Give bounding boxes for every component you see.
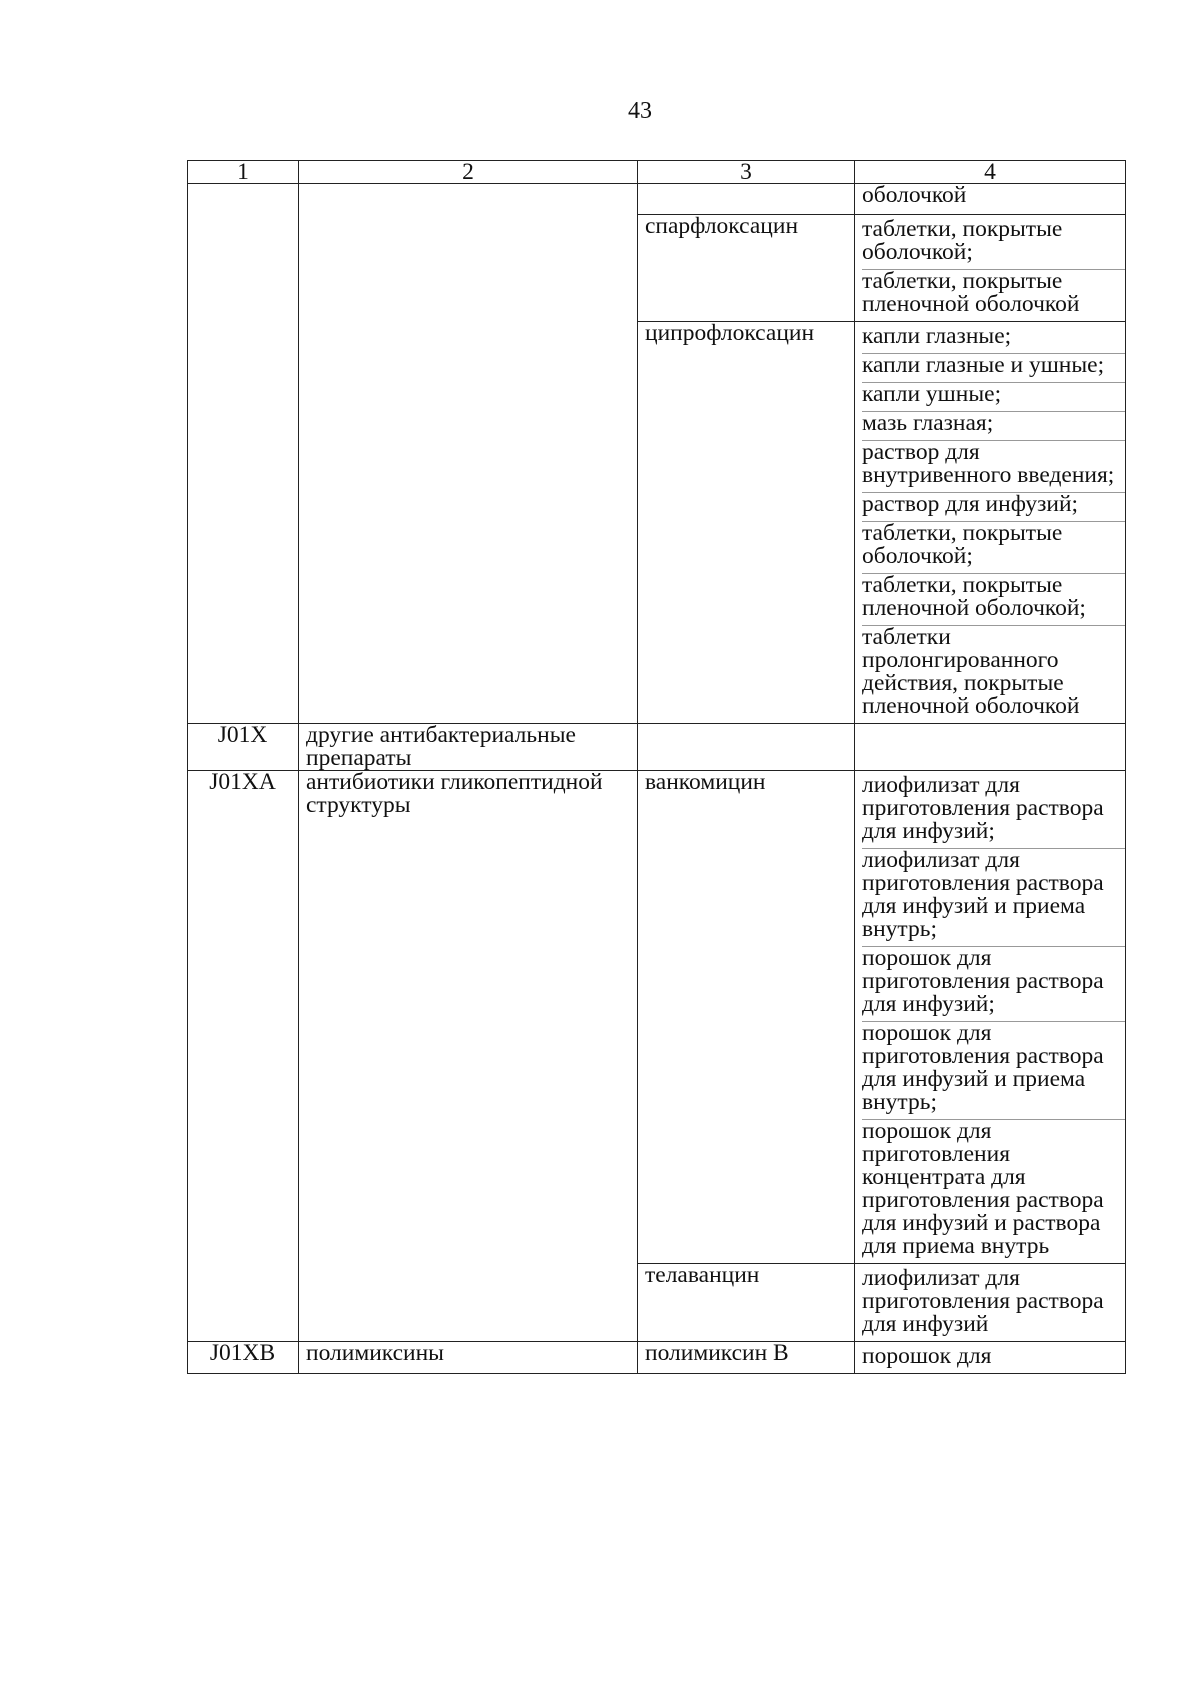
table-header-row: [188, 161, 1126, 184]
table-row: [188, 724, 1126, 771]
page-number: 43: [628, 98, 652, 124]
column-header-1: 1: [188, 161, 299, 184]
column-header-4: 4: [855, 161, 1126, 184]
dosage-form: раствор для инфузий;: [862, 492, 1125, 521]
column-header-2: 2: [299, 161, 638, 184]
atc-code-cell: J01X: [188, 724, 299, 771]
dosage-form: таблетки, покрытые оболочкой;: [862, 521, 1125, 573]
group-name-cell: антибиотики гликопептидной структуры: [299, 771, 638, 1342]
group-name-cell: полимиксины: [299, 1342, 638, 1374]
drug-table: [187, 160, 1126, 1374]
dosage-forms-cell: [855, 322, 1126, 724]
dosage-form: таблетки, покрытые оболочкой;: [862, 216, 1063, 265]
dosage-form: таблетки пролонгированного действия, покрытые пленочной оболочкой: [862, 625, 1125, 723]
table-row: [188, 1342, 1126, 1374]
atc-code-cell: [188, 184, 299, 724]
dosage-form: лиофилизат для приготовления раствора для инфузий и приема внутрь;: [862, 848, 1125, 946]
atc-code-cell: J01XB: [188, 1342, 299, 1374]
group-name-cell: другие антибактериальные препараты: [299, 724, 638, 771]
column-header-3: 3: [638, 161, 855, 184]
dosage-form: лиофилизат для приготовления раствора для инфузий: [862, 1265, 1104, 1337]
table-row: [188, 184, 1126, 215]
dosage-forms-cell: [855, 771, 1126, 1264]
dosage-form: порошок для приготовления раствора для инфузий и приема внутрь;: [862, 1021, 1125, 1119]
dosage-form: порошок для приготовления раствора для инфузий;: [862, 946, 1125, 1021]
dosage-forms-cell: [855, 184, 1126, 215]
drug-name-cell: [638, 184, 855, 215]
dosage-forms-cell: [855, 724, 1126, 771]
drug-name-cell: телаванцин: [638, 1264, 855, 1342]
dosage-form: таблетки, покрытые пленочной оболочкой;: [862, 573, 1125, 625]
drug-name-cell: ванкомицин: [638, 771, 855, 1264]
dosage-forms-cell: [855, 1264, 1126, 1342]
atc-code-cell: J01XA: [188, 771, 299, 1342]
drug-name-cell: [638, 724, 855, 771]
dosage-forms-cell: [855, 1342, 1126, 1374]
dosage-forms-cell: [855, 215, 1126, 322]
dosage-form: капли ушные;: [862, 382, 1125, 411]
dosage-form: мазь глазная;: [862, 411, 1125, 440]
dosage-form: оболочкой: [862, 182, 967, 208]
drug-name-cell: полимиксин В: [638, 1342, 855, 1374]
drug-name-cell: ципрофлоксацин: [638, 322, 855, 724]
dosage-form: капли глазные и ушные;: [862, 353, 1125, 382]
group-name-cell: [299, 184, 638, 724]
dosage-form: лиофилизат для приготовления раствора для инфузий;: [862, 772, 1104, 844]
dosage-form: порошок для: [862, 1343, 992, 1369]
dosage-form: раствор для внутривенного введения;: [862, 440, 1125, 492]
dosage-form: таблетки, покрытые пленочной оболочкой: [862, 269, 1125, 321]
dosage-form: капли глазные;: [862, 323, 1012, 349]
drug-name-cell: спарфлоксацин: [638, 215, 855, 322]
table-row: [188, 771, 1126, 1264]
dosage-form: порошок для приготовления концентрата для приготовления раствора для инфузий и раствора для приема внутрь: [862, 1119, 1125, 1263]
